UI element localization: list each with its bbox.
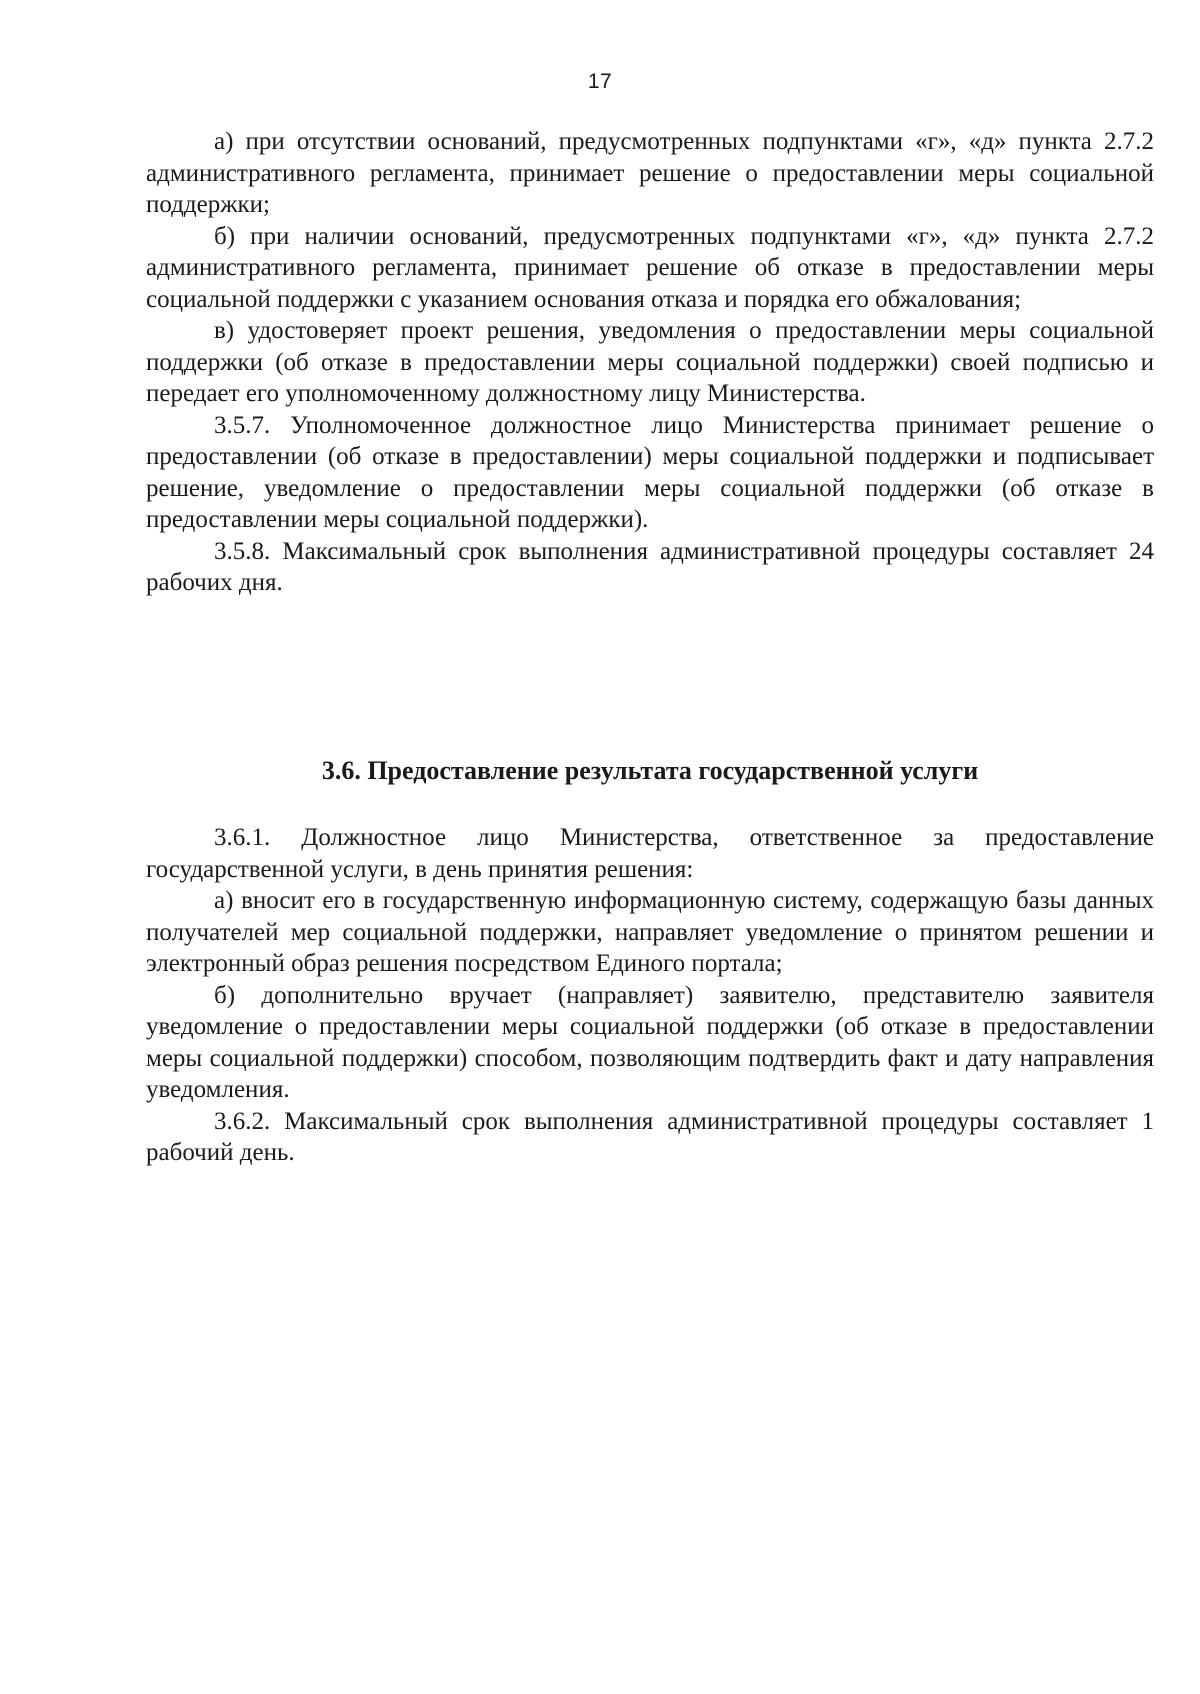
section-heading: 3.6. Предоставление результата государственной услуги bbox=[321, 756, 979, 785]
paragraph-3-5-7: 3.5.7. Уполномоченное должностное лицо Министерства принимает решение о предоставлении (об отказе в предоставлении) меры социальной поддержки и подписывает решение, уведомление о предоставлении меры социальной поддержки (об отказе в предоставлении меры социальной поддержки). bbox=[146, 411, 1154, 533]
paragraph-3-6-1: 3.6.1. Должностное лицо Министерства, ответственное за предоставление государственной услуги, в день принятия решения: bbox=[146, 824, 1154, 883]
paragraph-item-v: в) удостоверяет проект решения, уведомления о предоставлении меры социальной поддержки (об отказе в предоставлении меры социальной поддержки) своей подписью и передает его уполномоченному должностному лицу Министерства. bbox=[146, 317, 1154, 407]
paragraph-3-6-2: 3.6.2. Максимальный срок выполнения административной процедуры составляет 1 рабочий день. bbox=[146, 1107, 1154, 1166]
section-3-5-continuation bbox=[146, 126, 1154, 599]
page-number: 17 bbox=[587, 70, 613, 93]
paragraph-3-5-8: 3.5.8. Максимальный срок выполнения административной процедуры составляет 24 рабочих дня. bbox=[146, 537, 1154, 596]
paragraph-3-6-1-b: б) дополнительно вручает (направляет) заявителю, представителю заявителя уведомление о предоставлении меры социальной поддержки (об отказе в предоставлении меры социальной поддержки) способом, позволяющим подтвердить факт и дату направления уведомления. bbox=[146, 981, 1154, 1103]
section-3-6 bbox=[146, 822, 1154, 1169]
paragraph-item-a: а) при отсутствии оснований, предусмотренных подпунктами «г», «д» пункта 2.7.2 административного регламента, принимает решение о предоставлении меры социальной поддержки; bbox=[146, 128, 1154, 218]
paragraph-3-6-1-a: а) вносит его в государственную информационную систему, содержащую базы данных получателей мер социальной поддержки, направляет уведомление о принятом решении и электронный образ решения посредством Единого портала; bbox=[146, 887, 1154, 977]
paragraph-item-b: б) при наличии оснований, предусмотренных подпунктами «г», «д» пункта 2.7.2 административного регламента, принимает решение об отказе в предоставлении меры социальной поддержки с указанием основания отказа и порядка его обжалования; bbox=[146, 222, 1154, 313]
